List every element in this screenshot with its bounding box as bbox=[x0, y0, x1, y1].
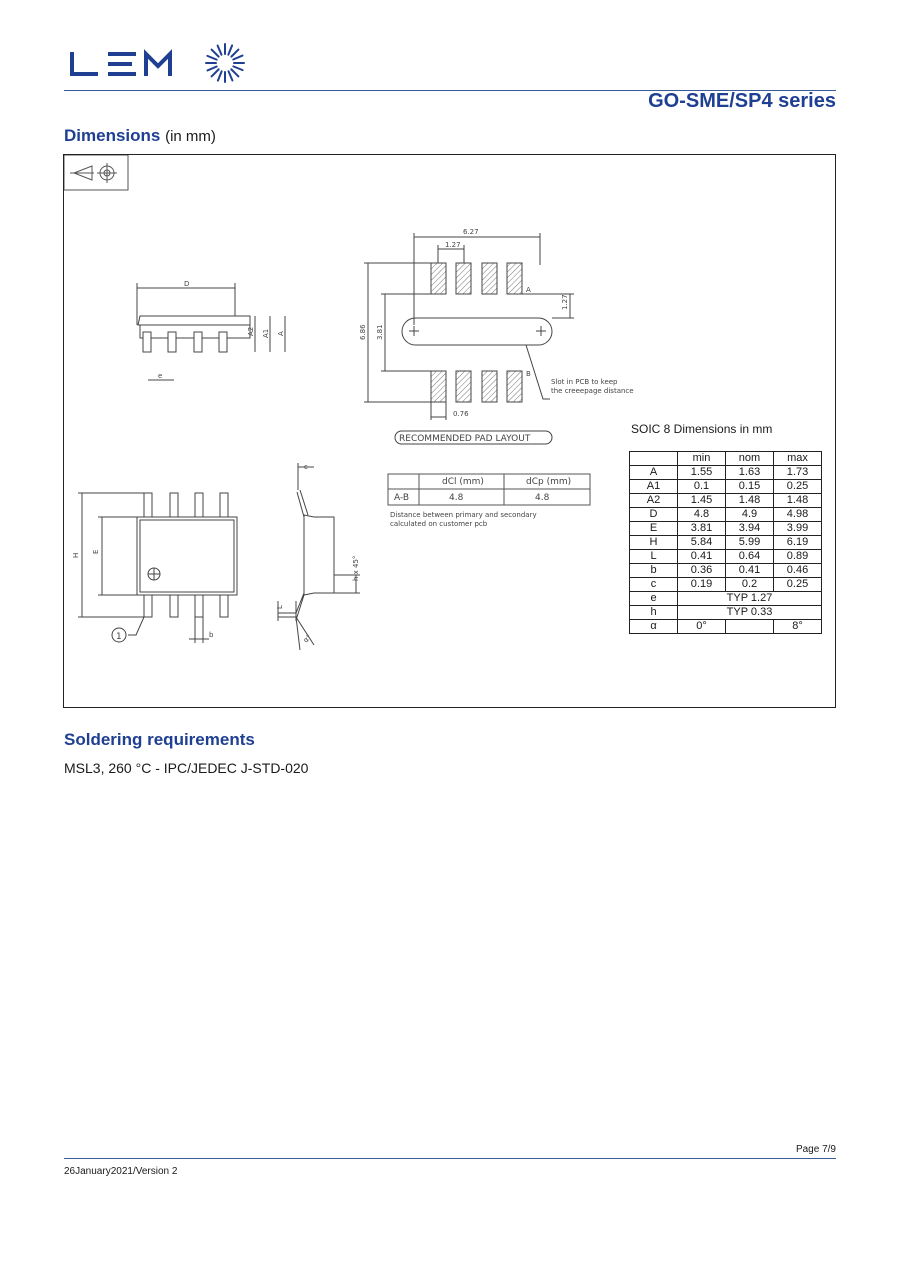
table-cell: A2 bbox=[630, 494, 678, 508]
profile-view bbox=[278, 463, 360, 650]
table-cell: 0.36 bbox=[678, 564, 726, 578]
table-row bbox=[630, 620, 822, 634]
table-header-cell: min bbox=[678, 452, 726, 466]
side-a-label: A bbox=[277, 331, 285, 336]
table-cell: 0.41 bbox=[726, 564, 774, 578]
table-cell: 0.1 bbox=[678, 480, 726, 494]
clearance-header-dcp: dCp (mm) bbox=[526, 477, 572, 487]
table-cell: 1.48 bbox=[774, 494, 822, 508]
table-row bbox=[630, 466, 822, 480]
table-cell: 1.63 bbox=[726, 466, 774, 480]
profile-c-label: c bbox=[304, 463, 308, 471]
table-row bbox=[630, 480, 822, 494]
table-cell: H bbox=[630, 536, 678, 550]
table-row bbox=[630, 494, 822, 508]
profile-alpha-label: α° bbox=[301, 633, 314, 645]
soic-dimensions-table bbox=[629, 451, 822, 634]
table-cell: 5.84 bbox=[678, 536, 726, 550]
table-cell: 4.8 bbox=[678, 508, 726, 522]
side-e-label: e bbox=[158, 372, 163, 380]
soic-dimensions-title: SOIC 8 Dimensions in mm bbox=[631, 422, 773, 436]
table-cell: 4.9 bbox=[726, 508, 774, 522]
table-cell: 1.45 bbox=[678, 494, 726, 508]
profile-h-label: h x 45° bbox=[352, 555, 360, 581]
clearance-header-dcl: dCl (mm) bbox=[442, 477, 484, 487]
series-title: GO-SME/SP4 series bbox=[648, 90, 836, 112]
table-row bbox=[630, 508, 822, 522]
clearance-row-label: A-B bbox=[394, 493, 410, 503]
side-d-label: D bbox=[184, 280, 190, 288]
table-row bbox=[630, 578, 822, 592]
pad-layout-caption: RECOMMENDED PAD LAYOUT bbox=[399, 434, 531, 444]
dimensions-unit: (in mm) bbox=[165, 128, 216, 145]
table-cell: 3.99 bbox=[774, 522, 822, 536]
top-h-label: H bbox=[72, 552, 80, 558]
footer-date: 26January2021/Version 2 bbox=[64, 1166, 178, 1177]
table-cell bbox=[726, 620, 774, 634]
table-cell: 0.41 bbox=[678, 550, 726, 564]
pad-width: 0.76 bbox=[453, 410, 469, 418]
slot-note-line1: Slot in PCB to keep bbox=[551, 378, 618, 386]
clearance-dcl-value: 4.8 bbox=[449, 493, 464, 503]
lem-logo bbox=[68, 40, 253, 90]
pad-width-total: 6.27 bbox=[463, 228, 479, 236]
pad-height-total: 6.86 bbox=[359, 324, 367, 340]
clearance-dcp-value: 4.8 bbox=[535, 493, 550, 503]
top-view bbox=[78, 493, 237, 643]
page-number: Page 7/9 bbox=[795, 1144, 836, 1155]
profile-l-label: L bbox=[276, 605, 284, 609]
table-cell: TYP 0.33 bbox=[678, 606, 822, 620]
table-header-cell bbox=[630, 452, 678, 466]
table-cell: 0.64 bbox=[726, 550, 774, 564]
top-e-label: E bbox=[92, 549, 100, 554]
table-cell: 3.94 bbox=[726, 522, 774, 536]
table-cell: A1 bbox=[630, 480, 678, 494]
table-row bbox=[630, 564, 822, 578]
slot-note-line2: the creeepage distance bbox=[551, 387, 634, 395]
table-cell: L bbox=[630, 550, 678, 564]
top-b-label: b bbox=[209, 631, 214, 639]
pad-pitch: 1.27 bbox=[445, 241, 461, 249]
slot-width: 1.27 bbox=[561, 294, 569, 310]
soldering-text: MSL3, 260 °C - IPC/JEDEC J-STD-020 bbox=[64, 760, 309, 776]
table-header-cell: nom bbox=[726, 452, 774, 466]
table-cell: 0.25 bbox=[774, 480, 822, 494]
dimensions-heading bbox=[64, 126, 216, 146]
table-header-cell: max bbox=[774, 452, 822, 466]
table-cell: 0.89 bbox=[774, 550, 822, 564]
table-cell: 8° bbox=[774, 620, 822, 634]
soldering-heading: Soldering requirements bbox=[64, 730, 255, 749]
table-cell: 1.73 bbox=[774, 466, 822, 480]
table-cell: 1.55 bbox=[678, 466, 726, 480]
table-row bbox=[630, 592, 822, 606]
table-cell: 0.15 bbox=[726, 480, 774, 494]
pad-label-a: A bbox=[526, 286, 531, 294]
table-cell: b bbox=[630, 564, 678, 578]
pad-layout bbox=[364, 233, 574, 420]
table-row bbox=[630, 536, 822, 550]
table-cell: 0.2 bbox=[726, 578, 774, 592]
table-row bbox=[630, 550, 822, 564]
table-row bbox=[630, 522, 822, 536]
side-a2-label: A2 bbox=[247, 326, 255, 336]
pad-inner-distance: 3.81 bbox=[376, 324, 384, 340]
table-cell: 0.46 bbox=[774, 564, 822, 578]
pin1-label: 1 bbox=[116, 632, 122, 642]
table-cell: e bbox=[630, 592, 678, 606]
table-header-row bbox=[630, 452, 822, 466]
table-row bbox=[630, 606, 822, 620]
footer-divider bbox=[64, 1158, 836, 1159]
table-cell: 3.81 bbox=[678, 522, 726, 536]
table-cell: E bbox=[630, 522, 678, 536]
table-cell: 4.98 bbox=[774, 508, 822, 522]
table-cell: 0.19 bbox=[678, 578, 726, 592]
table-cell: h bbox=[630, 606, 678, 620]
clearance-note-line2: calculated on customer pcb bbox=[390, 520, 488, 528]
table-cell: D bbox=[630, 508, 678, 522]
pad-label-b: B bbox=[526, 370, 531, 378]
table-cell: c bbox=[630, 578, 678, 592]
table-cell: 5.99 bbox=[726, 536, 774, 550]
table-cell: α bbox=[630, 620, 678, 634]
table-cell: TYP 1.27 bbox=[678, 592, 822, 606]
clearance-note-line1: Distance between primary and secondary bbox=[390, 511, 537, 519]
table-cell: A bbox=[630, 466, 678, 480]
side-a1-label: A1 bbox=[262, 328, 270, 338]
dimensions-title: Dimensions bbox=[64, 126, 161, 145]
table-cell: 6.19 bbox=[774, 536, 822, 550]
dimension-drawing bbox=[63, 154, 836, 708]
table-cell: 0.25 bbox=[774, 578, 822, 592]
projection-symbol-icon bbox=[64, 155, 128, 190]
table-cell: 1.48 bbox=[726, 494, 774, 508]
table-cell: 0° bbox=[678, 620, 726, 634]
